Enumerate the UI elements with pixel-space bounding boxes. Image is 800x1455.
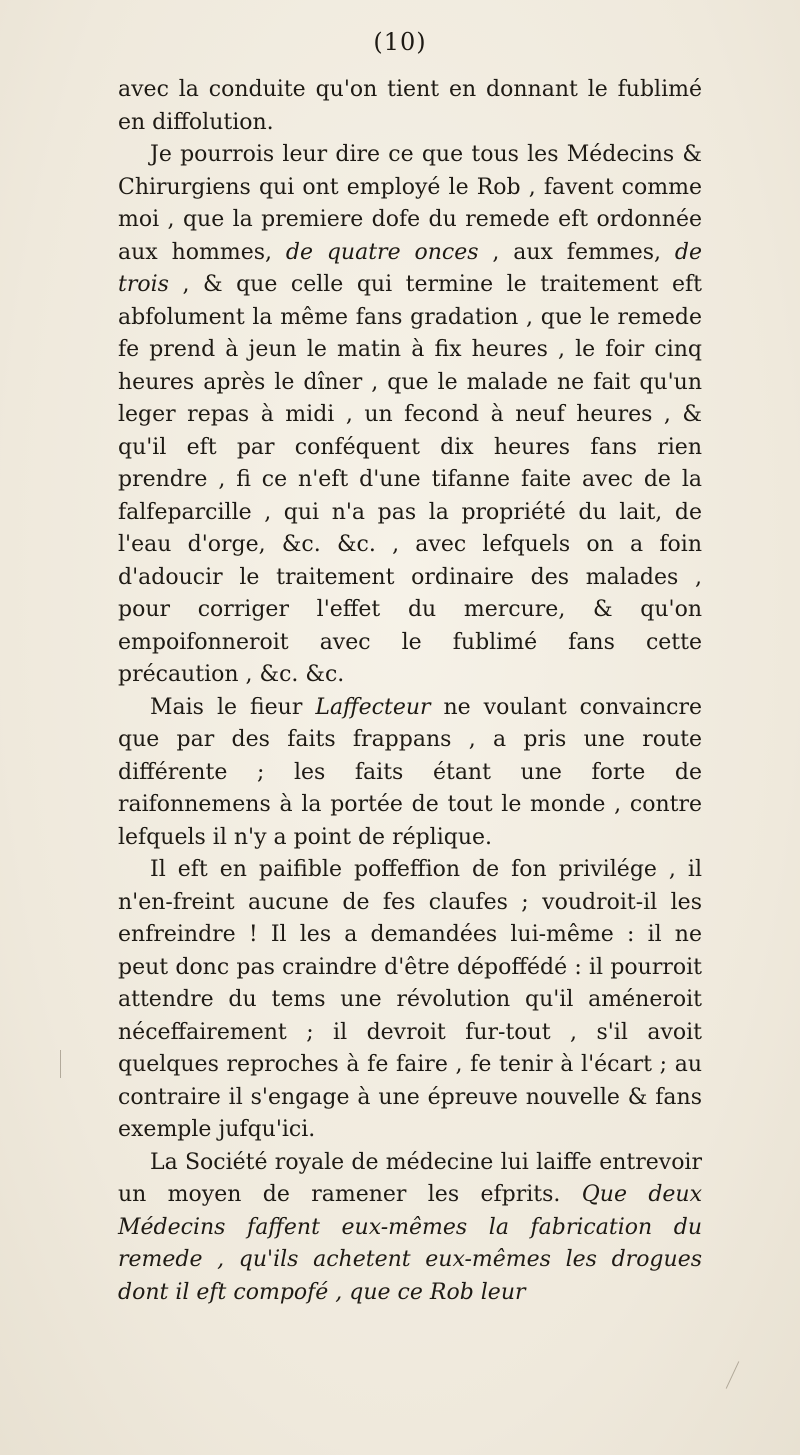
italic-text: Que deux Médecins faffent eux-mêmes la fabrication du remede , qu'ils achetent eux-mêmes les drogues dont il eft compofé , que ce Rob leur [118,1182,703,1305]
text-run: La Société royale de médecine lui laiffe entrevoir un moyen de ramener les efprits. [118,1149,702,1207]
paragraph [118,854,702,1147]
italic-text: de quatre onces [285,239,479,265]
paragraph [118,74,702,139]
margin-mark [726,1361,740,1389]
italic-text: Laffecteur [315,694,431,720]
text-run: avec la conduite qu'on tient en donnant le fublimé en diffolution. [118,77,702,135]
paragraph [118,692,702,855]
text-run: Je pourrois leur dire ce que tous les Médecins & Chirurgiens qui ont employé le Rob , favent comme moi , que la premiere dofe du remede eft ordonnée aux hommes, [118,142,702,265]
text-run: ne voulant convaincre que par des faits frappans , a pris une route différente ; les faits étant une forte de raifonnemens à la portée de tout le monde , contre lefquels il n'y a point de réplique. [118,694,702,850]
page-number: (10) [373,28,427,56]
margin-mark [60,1050,61,1078]
text-run: Il eft en paifible poffeffion de fon privilége , il n'en-freint aucune de fes claufes ; voudroit-il les enfreindre ! Il les a demandées lui-même : il ne peut donc pas craindre d'être dépoffédé : il pourroit attendre du tems une révolution qu'il améneroit néceffairement ; il devroit fur-tout , s'il avoit quelques reproches à fe faire , fe tenir à l'écart ; au contraire il s'engage à une épreuve nouvelle & fans exemple jufqu'ici. [118,857,702,1142]
body-text [118,74,702,1309]
paragraph [118,1147,702,1310]
text-run: Mais le fieur [150,694,316,720]
text-run: , & que celle qui termine le traitement eft abfolument la même fans gradation , que le remede fe prend à jeun le matin à fix heures , le foir cinq heures après le dîner , que le malade ne fait qu'un leger repas à midi , un fecond à neuf heures , & qu'il eft par conféquent dix heures fans rien prendre , fi ce n'eft d'une tifanne faite avec de la falfeparcille , qui n'a pas la propriété du lait, de l'eau d'orge, &c. &c. , avec lefquels on a foin d'adoucir le traitement ordinaire des malades , pour corriger l'effet du mercure, & qu'on empoifonneroit avec le fublimé fans cette précaution , &c. &c. [118,272,702,687]
text-run: , aux femmes, [478,239,675,265]
paragraph [118,139,702,692]
italic-text: de trois [118,239,702,297]
